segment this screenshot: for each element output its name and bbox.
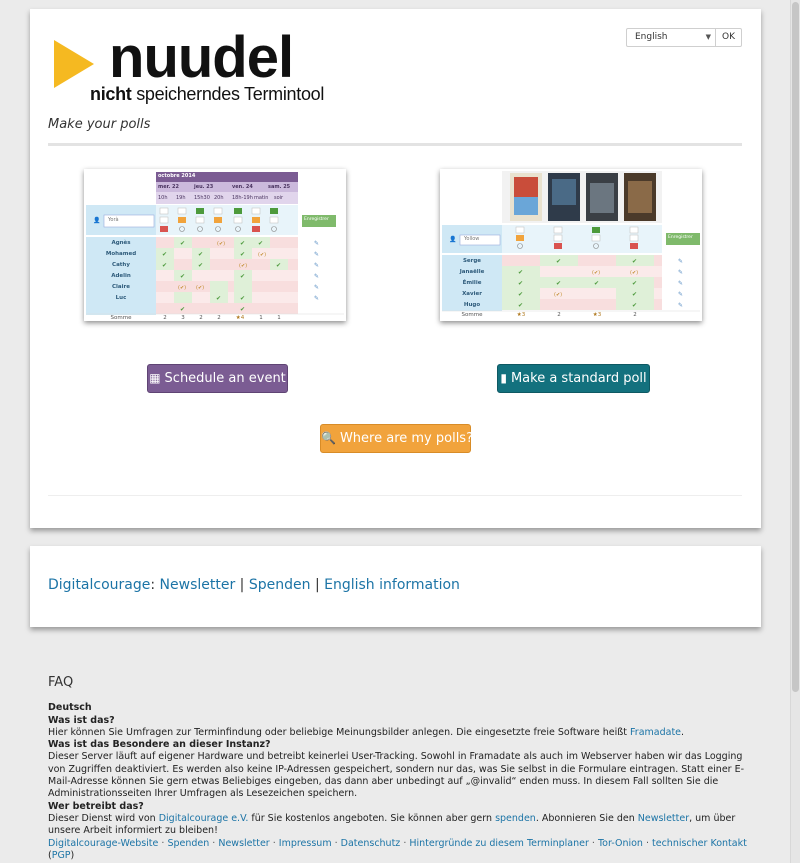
footer-link-datenschutz[interactable]: Datenschutz	[340, 837, 401, 849]
svg-text:✔: ✔	[632, 280, 638, 287]
standard-poll-button[interactable]: ▮ Make a standard poll	[497, 364, 650, 393]
thumb-sum-label: Somme	[110, 315, 132, 321]
nuudel-logo[interactable]	[52, 25, 325, 107]
language-switcher	[626, 28, 742, 47]
svg-text:✔: ✔	[180, 240, 186, 247]
thumb-sums: 2 3 2 2 ★4 1 1	[163, 315, 281, 321]
thumb-sums: ★3 2 ★3 2	[516, 312, 637, 318]
svg-text:✎: ✎	[678, 291, 684, 298]
svg-text:✔: ✔	[240, 240, 246, 247]
logo-triangle-icon	[54, 40, 94, 88]
svg-text:✔: ✔	[240, 295, 246, 302]
page-scrollbar[interactable]	[790, 0, 800, 863]
faq-answer: Dieser Dienst wird von Digitalcourage e.V. für Sie kostenlos angeboten. Sie können aber gern spenden. Abonnieren Sie den Newsletter, um über unsere Arbeit informiert zu bleiben!	[48, 812, 736, 837]
svg-text:✔: ✔	[518, 280, 524, 287]
faq-answer: Dieser Server läuft auf eigener Hardware und betreibt keinerlei User-Tracking. Sowohl in Framadate als auch im Webserver haben wir das Logging von Zugriffen deaktiviert. Es werden also keine IP-Adressen gespeichert, sondern nur das, was Sie selbst in die Formulare eintragen. Statt einer E-Mail-Adresse können Sie gern etwas Beliebiges eingeben, das dann aber unbedingt auf „@invalid“ enden muss. In diesem Fall sollten Sie die Administrationsseiten Ihrer Umfragen als Lesezeichen speichern.	[48, 751, 745, 800]
scrollbar-thumb[interactable]	[792, 2, 799, 692]
thumb-names: Serge Janaëlle Émilie Xavier Hugo	[459, 258, 485, 308]
svg-text:✔: ✔	[276, 262, 282, 269]
svg-text:✔: ✔	[632, 258, 638, 265]
footer-link-impressum[interactable]: Impressum	[278, 837, 332, 849]
svg-text:(✔): (✔)	[592, 270, 601, 276]
thumb-hours: 10h 19h 15h30 20h 18h-19h matin soir	[158, 195, 284, 201]
faq-answer: Hier können Sie Umfragen zur Terminfindung oder beliebige Meinungsbilder anlegen. Die eingesetzte freie Software heißt Framadate.	[48, 726, 685, 738]
calendar-icon: ▦	[149, 371, 161, 385]
svg-text:(✔): (✔)	[554, 292, 563, 298]
svg-text:✎: ✎	[678, 258, 684, 265]
schedule-event-button[interactable]: ▦ Schedule an event	[147, 364, 288, 393]
footer-link-pgp[interactable]: PGP	[51, 849, 71, 861]
language-select[interactable]: English ▼	[626, 28, 716, 47]
svg-text:✔: ✔	[216, 295, 222, 302]
svg-text:✔: ✔	[240, 251, 246, 258]
faq-section	[48, 677, 748, 862]
thumb-sum-label: Somme	[461, 312, 483, 318]
links-card	[30, 546, 761, 627]
svg-text:✔: ✔	[594, 280, 600, 287]
logo-subtitle: nicht speicherndes Termintool	[90, 84, 325, 104]
footer-link-kontakt[interactable]: technischer Kontakt	[652, 837, 747, 849]
thumb-names: Agnès Mohamed Cathy Adelin Claire Luc	[105, 240, 137, 301]
english-information-link[interactable]: English information	[324, 577, 460, 593]
footer-link-spenden[interactable]: Spenden	[167, 837, 210, 849]
svg-text:✔: ✔	[518, 291, 524, 298]
main-card	[30, 9, 761, 528]
divider	[48, 143, 742, 146]
svg-text:✎: ✎	[314, 251, 320, 258]
svg-text:✎: ✎	[314, 240, 320, 247]
svg-text:(✔): (✔)	[178, 285, 187, 291]
user-icon: 👤	[449, 236, 457, 243]
svg-text:✔: ✔	[518, 302, 524, 309]
where-are-my-polls-button[interactable]: 🔍 Where are my polls?	[320, 424, 471, 453]
svg-text:✎: ✎	[314, 284, 320, 291]
svg-text:✔: ✔	[162, 262, 168, 269]
svg-text:(✔): (✔)	[239, 263, 248, 269]
svg-text:✔: ✔	[556, 280, 562, 287]
svg-text:✔: ✔	[632, 291, 638, 298]
bar-chart-icon: ▮	[500, 371, 507, 385]
divider	[48, 495, 742, 496]
svg-text:(✔): (✔)	[630, 270, 639, 276]
standard-poll-illustration	[440, 169, 702, 321]
faq-question: Wer betreibt das?	[48, 800, 144, 812]
svg-text:✔: ✔	[198, 262, 204, 269]
logo-wordmark: nuudel	[109, 25, 294, 90]
svg-text:✔: ✔	[162, 251, 168, 258]
caret-down-icon: ▼	[705, 33, 711, 41]
faq-title: FAQ	[48, 675, 74, 690]
svg-text:✔: ✔	[556, 258, 562, 265]
svg-text:✎: ✎	[678, 302, 684, 309]
svg-text:✎: ✎	[314, 295, 320, 302]
framadate-link[interactable]: Framadate	[630, 726, 682, 738]
thumb-name-input: Yorà	[108, 217, 119, 223]
thumb-name-input: Yollow	[464, 236, 480, 242]
faq-question: Was ist das?	[48, 714, 115, 726]
svg-text:✔: ✔	[240, 273, 246, 280]
footer-link-tor-onion[interactable]: Tor-Onion	[597, 837, 643, 849]
thumb-save: Enregistrer	[304, 217, 329, 222]
search-icon: 🔍	[321, 431, 336, 445]
svg-text:✎: ✎	[678, 269, 684, 276]
footer-link-website[interactable]: Digitalcourage-Website	[48, 837, 159, 849]
digitalcourage-link[interactable]: Digitalcourage	[48, 577, 151, 593]
date-poll-illustration	[84, 169, 346, 321]
svg-text:✎: ✎	[678, 280, 684, 287]
svg-text:(✔): (✔)	[217, 241, 226, 247]
organization-links: Digitalcourage: Newsletter | Spenden | English information	[48, 577, 460, 593]
footer-link-newsletter[interactable]: Newsletter	[218, 837, 270, 849]
newsletter-link[interactable]: Newsletter	[637, 812, 690, 824]
spenden-link[interactable]: Spenden	[248, 577, 311, 593]
newsletter-link[interactable]: Newsletter	[159, 577, 236, 593]
svg-text:✔: ✔	[518, 269, 524, 276]
svg-text:✎: ✎	[314, 273, 320, 280]
svg-text:(✔): (✔)	[196, 285, 205, 291]
footer-links: Digitalcourage-Website · Spenden · Newsletter · Impressum · Datenschutz · Hintergründe zu diesem Terminplaner · Tor-Onion · technischer Kontakt (PGP)	[48, 837, 747, 861]
svg-text:✔: ✔	[240, 306, 246, 313]
language-ok-button[interactable]: OK	[716, 28, 742, 47]
thumb-month: octobre 2014	[158, 173, 196, 179]
svg-text:✔: ✔	[258, 240, 264, 247]
thumb-days: mer. 22 jeu. 23 ven. 24 sam. 25	[158, 184, 291, 190]
svg-text:✎: ✎	[314, 262, 320, 269]
svg-text:✔: ✔	[198, 251, 204, 258]
footer-link-hintergruende[interactable]: Hintergründe zu diesem Terminplaner	[409, 837, 589, 849]
page-tagline: Make your polls	[48, 117, 151, 132]
svg-text:✔: ✔	[180, 273, 186, 280]
svg-text:(✔): (✔)	[258, 252, 267, 258]
user-icon: 👤	[93, 217, 101, 224]
svg-text:✔: ✔	[632, 302, 638, 309]
digitalcourage-ev-link[interactable]: Digitalcourage e.V.	[158, 812, 249, 824]
faq-question: Was ist das Besondere an dieser Instanz?	[48, 739, 271, 751]
spenden-link[interactable]: spenden	[495, 812, 536, 824]
faq-language-heading: Deutsch	[48, 702, 92, 714]
svg-text:✔: ✔	[180, 306, 186, 313]
thumb-save: Enregistrer	[668, 235, 693, 240]
